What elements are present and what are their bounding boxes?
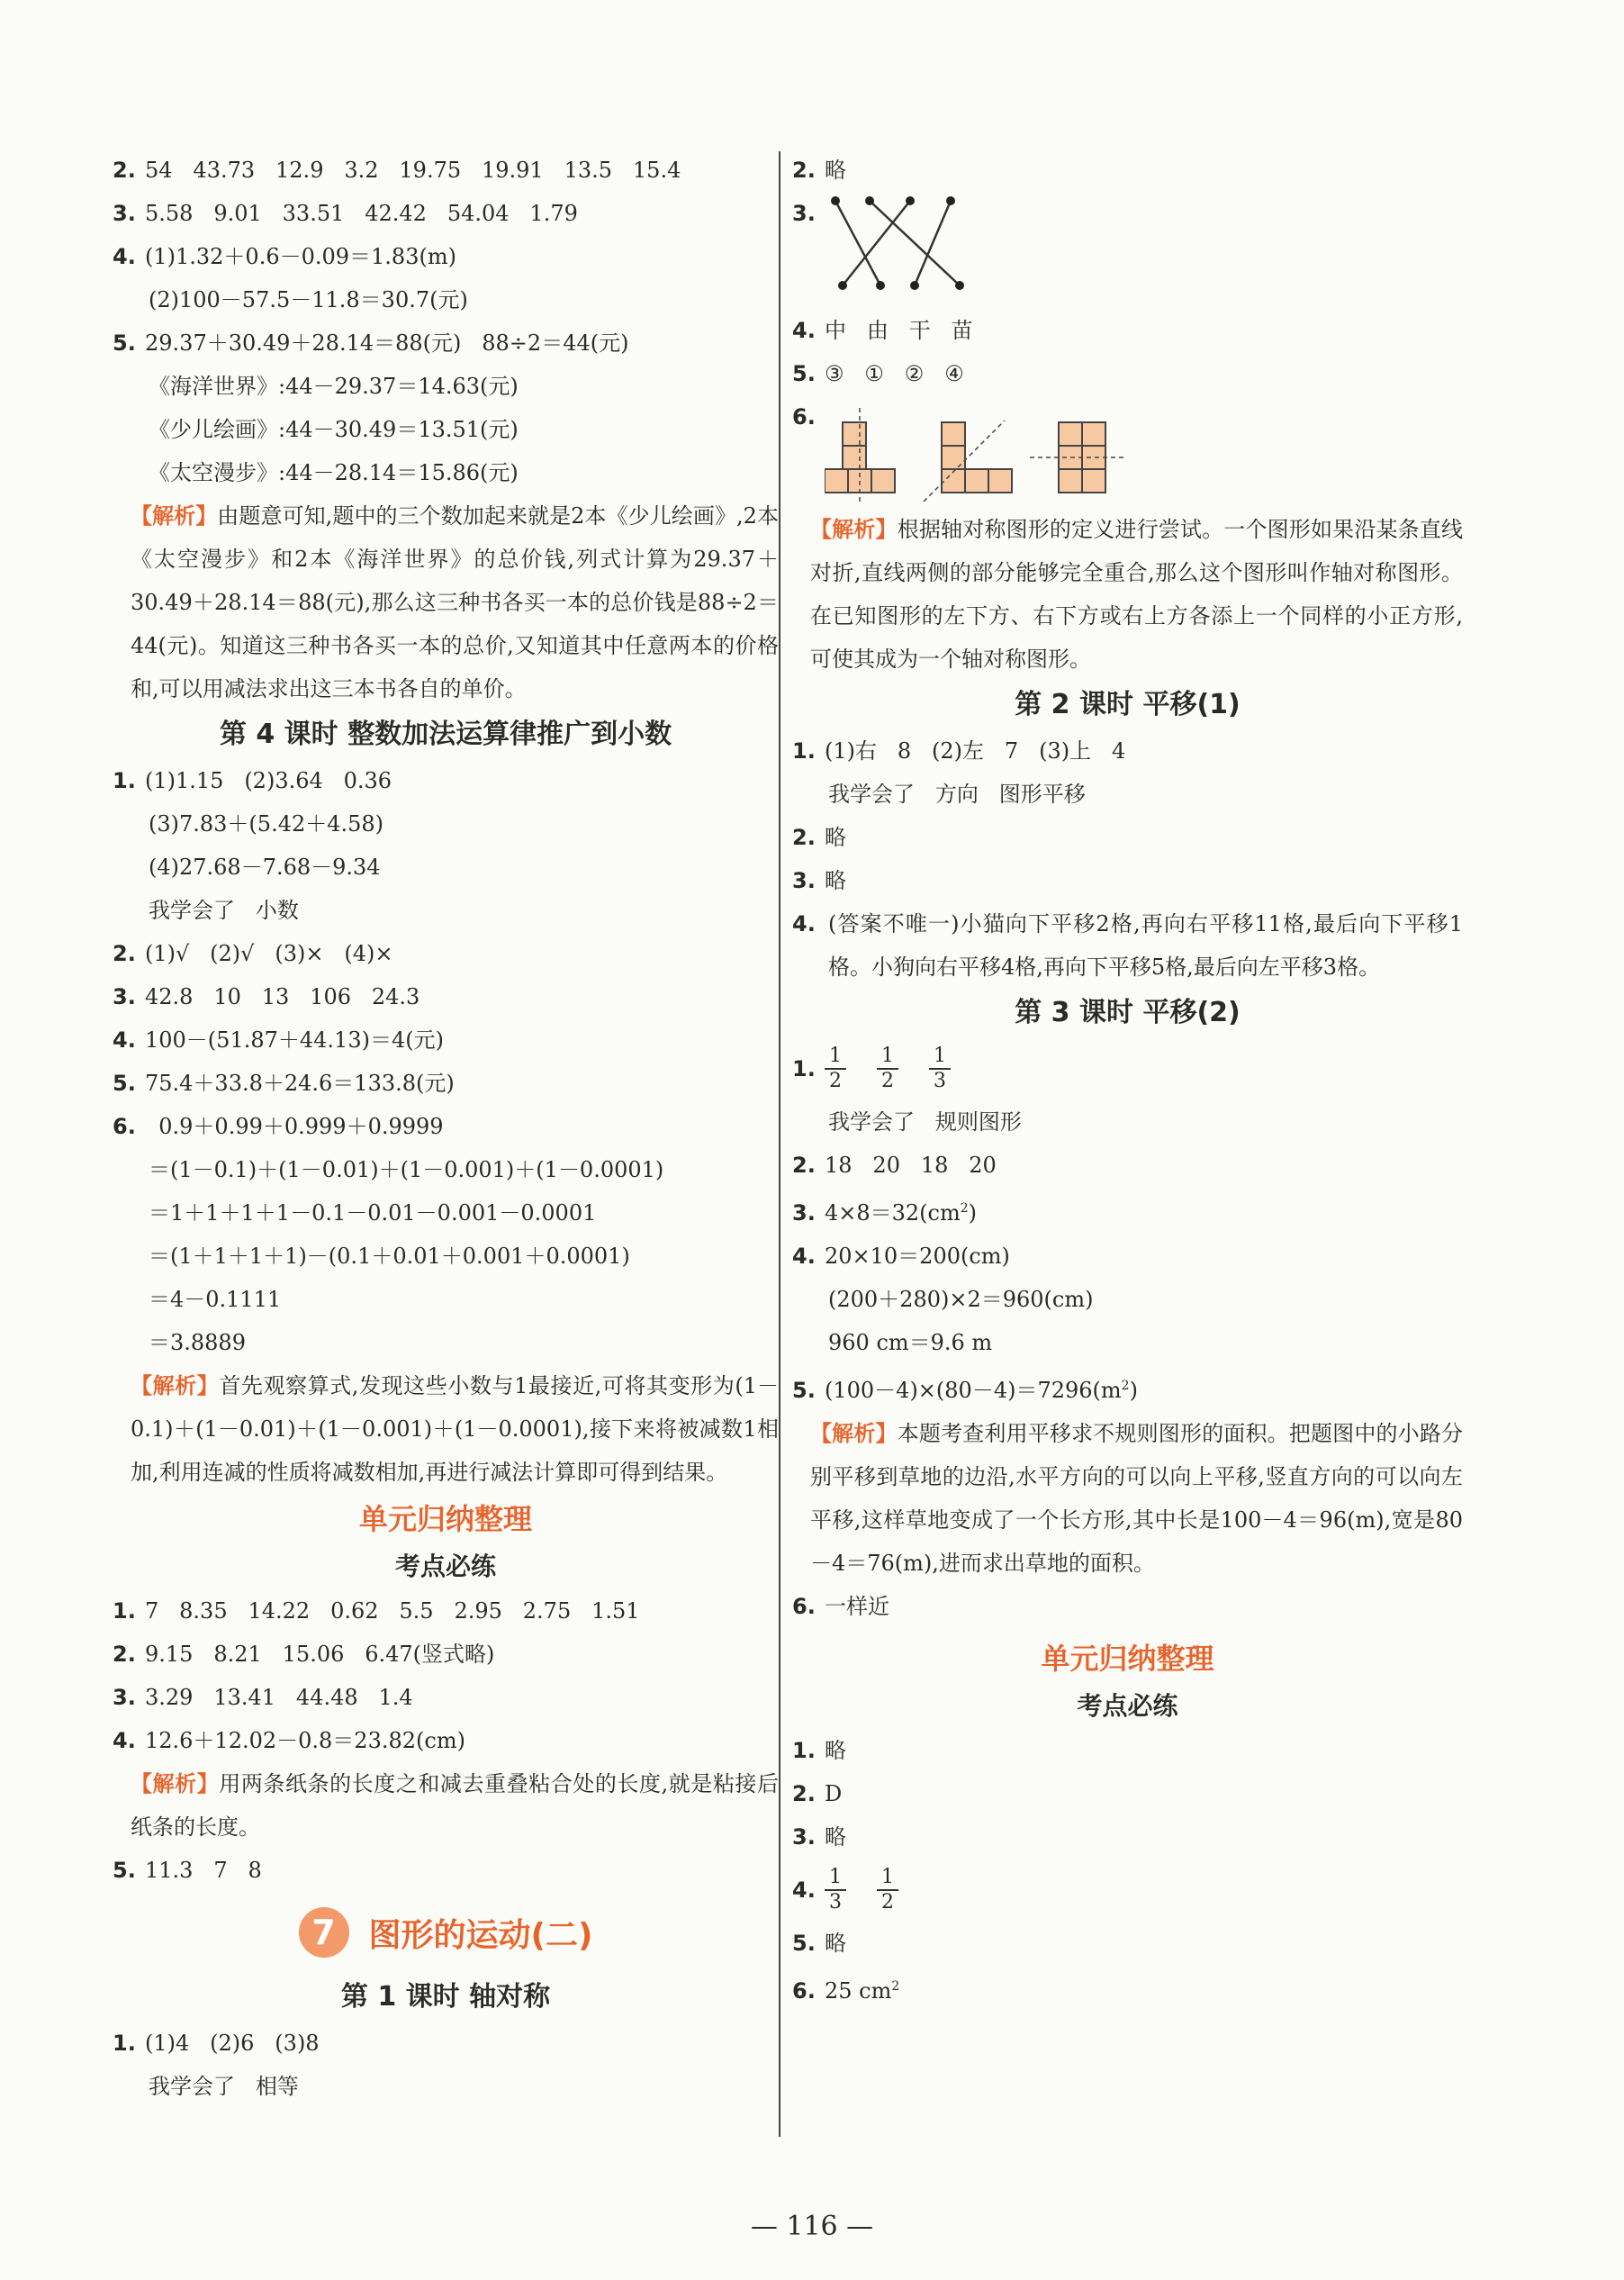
answer-line: 2. D	[792, 1781, 843, 1806]
answer-line: 4. 中 由 干 苗	[792, 318, 973, 343]
answer-line: 3. 略	[792, 868, 846, 893]
answer-line: 4. 100－(51.87＋44.13)＝4(元)	[113, 1027, 444, 1053]
answer-line: 5. $(100-4)\times(80-4)=7296(m^2)$	[792, 1378, 1138, 1403]
practice-heading: 考点必练	[394, 1552, 496, 1581]
answer-line: 4. (答案不唯一)小猫向下平移2格,再向右平移11格,最后向下平移1格。小狗向右平移4格,再向下平移5格,最后向左平移3格。	[792, 902, 1463, 989]
grid-square	[843, 446, 866, 469]
answer-line: 960 cm＝9.6 m	[828, 1330, 993, 1355]
grid-square	[942, 446, 965, 469]
match-dot	[831, 196, 840, 205]
answer-line: 5. 29.37＋30.49＋28.14＝88(元) 88÷2＝44(元)	[113, 330, 629, 356]
answer-line: 《少儿绘画》:44－30.49＝13.51(元)	[149, 417, 519, 442]
match-dot	[876, 281, 885, 290]
answer-line: 2. 54 43.73 12.9 3.2 19.75 19.91 13.5 15.4	[113, 158, 681, 183]
answer-line: (200＋280)×2＝960(cm)	[828, 1287, 1094, 1312]
match-dot	[946, 196, 955, 205]
answer-line: 3. 5.58 9.01 33.51 42.42 54.04 1.79	[113, 201, 578, 226]
learned-line: 我学会了 小数	[149, 898, 299, 923]
matching-lines-diagram	[825, 192, 1005, 300]
answer-line: 4. 20×10＝200(cm)	[792, 1244, 1010, 1269]
answer-paragraph: (答案不唯一)小猫向下平移2格,再向右平移11格,最后向下平移1格。小狗向右平移4格,再向下平移5格,最后向左平移3格。	[828, 911, 1463, 980]
fraction: $\frac{1}{3}$	[929, 1045, 951, 1093]
analysis-paragraph: 【解析】首先观察算式,发现这些小数与1最接近,可将其变形为(1－0.1)＋(1－0.01)＋(1－0.001)＋(1－0.0001),接下来将被减数1相加,利用连减的性质将减数相加,再进行减法计算即可得到结果。	[131, 1372, 779, 1485]
answer-line: 3. 42.8 10 13 106 24.3	[113, 984, 420, 1009]
grid-square	[1082, 446, 1105, 469]
fraction: $\frac{1}{2}$	[825, 1045, 846, 1093]
answer-line: 4. (1)1.32＋0.6－0.09＝1.83(m)	[113, 244, 456, 269]
lesson-heading: 第 4 课时 整数加法运算律推广到小数	[219, 719, 672, 750]
practice-heading: 考点必练	[1077, 1691, 1178, 1721]
unit-summary-heading: 单元归纳整理	[358, 1502, 532, 1536]
answer-line: 4. 12.6＋12.02－0.8＝23.82(cm)	[113, 1728, 465, 1753]
chapter-title: 图形的运动(二)	[368, 1916, 593, 1954]
chapter-number-badge: 7	[299, 1907, 349, 1958]
answer-line: 1. (1)1.15 (2)3.64 0.36	[113, 768, 392, 793]
grid-square	[965, 469, 988, 493]
match-dot	[838, 281, 847, 290]
match-line	[835, 201, 880, 285]
analysis-paragraph: 【解析】本题考查利用平移求不规则图形的面积。把题图中的小路分别平移到草地的边沿,水平方向的可以向上平移,竖直方向的可以向左平移,这样草地变成了一个长方形,其中长是100－4＝96(m),宽是80－4＝76(m),进而求出草地的面积。	[810, 1420, 1464, 1576]
answer-line: 2. 略	[792, 825, 846, 850]
answer-line: 3. 3.29 13.41 44.48 1.4	[113, 1685, 413, 1710]
grid-square	[1082, 469, 1105, 493]
answer-line: 2. 18 20 18 20	[792, 1153, 997, 1178]
answer-line: 6. 25 $cm^2$	[792, 1978, 900, 2004]
answer-line: (4)27.68－7.68－9.34	[149, 855, 381, 880]
lesson-heading: 第 3 课时 平移(2)	[1015, 997, 1241, 1028]
column-divider	[779, 151, 780, 2137]
answer-line: 3. 略	[792, 1824, 846, 1850]
answer-line: 1. (1)右 8 (2)左 7 (3)上 4	[792, 738, 1126, 764]
answer-line: ＝(1＋1＋1＋1)－(0.1＋0.01＋0.001＋0.0001)	[149, 1244, 630, 1269]
answer-line: 6.	[792, 395, 1463, 508]
analysis-paragraph: 【解析】由题意可知,题中的三个数加起来就是2本《少儿绘画》,2本《太空漫步》和2本《海洋世界》的总价钱,列式计算为29.37＋30.49＋28.14＝88(元),那么这三种书各买一本的总价钱是88÷2＝44(元)。知道这三种书各买一本的总价,又知道其中任意两本的价格和,可以用减法求出这三本书各自的单价。	[131, 502, 780, 701]
unit-summary-heading: 单元归纳整理	[1041, 1642, 1214, 1676]
answer-line: 1. $\frac{1}{2}$ $\frac{1}{2}$ $\frac{1}{3}$	[792, 1037, 1463, 1100]
analysis-paragraph: 【解析】用两条纸条的长度之和减去重叠粘合处的长度,就是粘接后纸条的长度。	[131, 1770, 779, 1840]
fraction: $\frac{1}{2}$	[877, 1045, 898, 1093]
match-line	[843, 201, 910, 285]
answer-line: 5. 11.3 7 8	[113, 1858, 262, 1883]
answer-line: 2. 略	[792, 158, 846, 183]
answer-line: (3)7.83＋(5.42＋4.58)	[149, 811, 384, 837]
answer-line: 《太空漫步》:44－28.14＝15.86(元)	[149, 460, 519, 485]
grid-square	[1082, 422, 1105, 446]
answer-line: 1. 7 8.35 14.22 0.62 5.5 2.95 2.75 1.51	[113, 1598, 640, 1624]
answer-line: 5. ③ ① ② ④	[792, 361, 964, 386]
answer-line: ＝(1－0.1)＋(1－0.01)＋(1－0.001)＋(1－0.0001)	[149, 1157, 664, 1182]
answer-line: 2. (1)√ (2)√ (3)× (4)×	[113, 941, 393, 966]
grid-square	[843, 422, 866, 446]
answer-line: 1. (1)4 (2)6 (3)8	[113, 2031, 320, 2056]
grid-square	[942, 422, 965, 446]
answer-line: (2)100－57.5－11.8＝30.7(元)	[149, 287, 468, 312]
grid-square	[1059, 469, 1082, 493]
chapter-heading	[113, 1892, 779, 1973]
analysis-paragraph: 【解析】根据轴对称图形的定义进行尝试。一个图形如果沿某条直线对折,直线两侧的部分能够完全重合,那么这个图形叫作轴对称图形。在已知图形的左下方、右下方或右上方各添上一个同样的小正方形,可使其成为一个轴对称图形。	[810, 516, 1464, 672]
match-dot	[906, 196, 915, 205]
page-number: — 116 —	[750, 2211, 874, 2242]
answer-line: 6. 一样近	[792, 1594, 889, 1619]
grid-square	[871, 469, 895, 493]
match-dot	[910, 281, 919, 290]
grid-square	[825, 469, 848, 493]
answer-line: ＝4－0.1111	[149, 1287, 282, 1312]
answer-line: 4. $\frac{1}{3}$ $\frac{1}{2}$	[792, 1859, 1463, 1922]
symmetry-diagram	[825, 395, 1131, 503]
match-dot	[955, 281, 964, 290]
answer-line: 6. 0.9＋0.99＋0.999＋0.9999	[113, 1114, 444, 1139]
left-column	[113, 149, 779, 2108]
learned-line: 我学会了 方向 图形平移	[828, 782, 1086, 807]
answer-line: 3.	[792, 192, 1463, 309]
grid-square	[1059, 422, 1082, 446]
match-dot	[865, 196, 874, 205]
answer-line: 3. $4\times 8=32(cm^2)$	[792, 1200, 978, 1226]
learned-line: 我学会了 规则图形	[828, 1109, 1022, 1135]
right-column	[792, 149, 1463, 2013]
lesson-heading: 第 1 课时 轴对称	[340, 1981, 551, 2013]
fraction: $\frac{1}{2}$	[877, 1866, 898, 1914]
answer-line: 1. 略	[792, 1738, 846, 1763]
answer-line: ＝1＋1＋1＋1－0.1－0.01－0.001－0.0001	[149, 1200, 597, 1226]
lesson-heading: 第 2 课时 平移(1)	[1015, 689, 1241, 720]
answer-line: 5. 75.4＋33.8＋24.6＝133.8(元)	[113, 1071, 455, 1096]
answer-line: 《海洋世界》:44－29.37＝14.63(元)	[149, 374, 519, 399]
answer-line: ＝3.8889	[149, 1330, 246, 1355]
answer-line: 5. 略	[792, 1931, 846, 1956]
answer-line: 2. 9.15 8.21 15.06 6.47(竖式略)	[113, 1642, 495, 1667]
grid-square	[988, 469, 1012, 493]
learned-line: 我学会了 相等	[149, 2074, 299, 2099]
fraction: $\frac{1}{3}$	[825, 1866, 846, 1914]
